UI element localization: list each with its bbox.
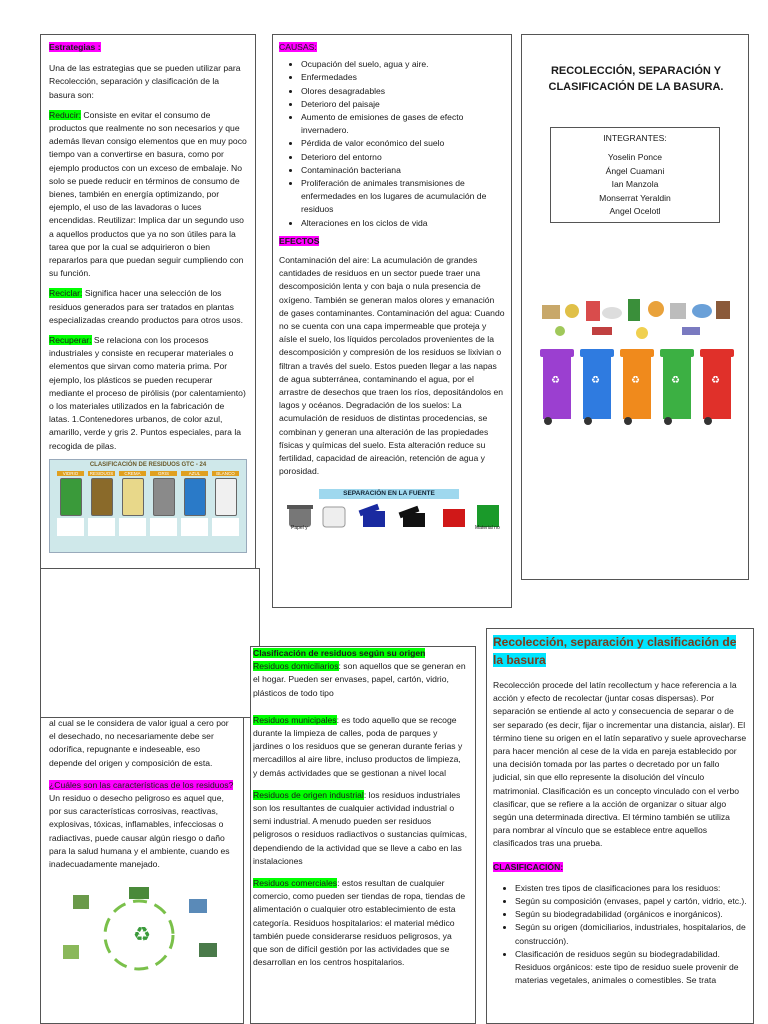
infographic-bin-label: GRIS <box>150 471 177 476</box>
definiciones-body: Recolección procede del latín recollectum y hace referencia a la acción y efecto de recolectar (juntar cosas dispersas). Por separación se entiende al acto y consecuencia de separar o de ser separado (es decir, fijar o incrementar una distancia, aislar). El término tiene su origen en el latín separativo y suele aprovecharse para hacer mención al cese de la vida en pareja establecido por una decisión tomada por las partes o decretado por un fallo judicial, sin que ello represente la disolución del vínculo matrimonial. Clasificación es un concepto vinculado con el verbo clasificar, que se refiere a la acción de organizar o situar algo según una determinada directiva. El término también se utiliza para nombrar al vínculo que se establece entre aquellos clasificados tras una prueba. <box>493 680 747 849</box>
integrante-name: Ian Manzola <box>611 179 659 190</box>
panel-definiciones <box>486 628 754 1024</box>
infographic-bin-body <box>91 478 113 516</box>
integrante-name: Yoselin Ponce <box>607 152 663 163</box>
industrial-label: Residuos de origen industrial <box>253 789 364 800</box>
infographic-bin <box>150 471 177 536</box>
cover-bin-wheel <box>664 417 672 425</box>
municipales-text: : es todo aquello que se recoge durante la limpieza de calles, poda de parques y jardines o los residuos que se generan durante ferias y mercadillos al aire libre, incluso productos de limpieza, y demás actividades que se gestionan a nivel local <box>253 714 463 778</box>
separacion-title: SEPARACIÓN EN LA FUENTE <box>319 489 459 499</box>
municipales-label: Residuos municipales <box>253 714 337 725</box>
reciclar-label: Reciclar: <box>49 288 83 299</box>
clasificacion-item: • Según su composición (envases, papel y cartón, vidrio, etc.). <box>515 895 747 908</box>
cover-bin-lid <box>580 349 614 357</box>
cover-bin-wheel <box>584 417 592 425</box>
infographic-bin-caption <box>150 518 177 536</box>
recycling-cycle-illustration <box>49 885 229 977</box>
infographic-bin-caption <box>212 518 239 536</box>
reducir-paragraph <box>49 109 247 281</box>
infographic-bins <box>50 471 246 536</box>
infographic-bin <box>181 471 208 536</box>
causa-item: • Deterioro del entorno <box>301 151 505 164</box>
cover-bin <box>660 349 694 425</box>
causa-item: • Enfermedades <box>301 71 505 84</box>
definiciones-title <box>493 633 747 669</box>
causa-item: • Pérdida de valor económico del suelo <box>301 137 505 150</box>
definicion-text: al cual se le considera de valor igual a cero por el desechado, no necesariamente debe ser odorífica, repugnante e indeseable, eso depende del origen y composición de esta. <box>49 718 229 768</box>
efectos-heading: EFECTOS <box>279 235 320 246</box>
caracteristicas-question: ¿Cuáles son las características de los residuos? <box>49 779 234 790</box>
cover-bin-body <box>703 357 731 419</box>
origen-heading: Clasificación de residuos según su origen <box>253 648 426 658</box>
clasificacion-item: • Clasificación de residuos según su biodegradabilidad. Residuos orgánicos: este tipo de residuo suele provenir de materias vegetales, animales o comestibles. Se trata <box>515 948 747 988</box>
infographic-bin <box>88 471 115 536</box>
cover-bin <box>580 349 614 425</box>
infographic-bin-body <box>153 478 175 516</box>
reducir-label: Reducir: <box>49 109 81 120</box>
infographic-bin-body <box>184 478 206 516</box>
estrategias-intro: Una de las estrategias que se pueden utilizar para Recolección, separación y clasificación de la basura son: <box>49 63 241 100</box>
causa-item: • Aumento de emisiones de gases de efecto invernadero. <box>301 111 505 137</box>
svg-text:♻: ♻ <box>133 922 151 947</box>
infographic-bin-caption <box>88 518 115 536</box>
caracteristicas-text: Un residuo o desecho peligroso es aquel que, por sus características corrosivas, reactivas, explosivas, tóxicas, inflamables, infecciosas o radiactivas, puede causar algún riesgo o daño para la salud humana y el ambiente, cuando es inadecuadamente manejado. <box>49 793 230 870</box>
reducir-text: Consiste en evitar el consumo de productos que realmente no son necesarios y que además llevan consigo elementos que en muy poco tiempo van a convertirse en basura, como por ejemplo productos con un exceso de embalaje. No solo se puede reducir en términos de consumo de bienes, también en energía optimizando, por ejemplo, el uso de las lavadoras o luces encendidas. Reutilizar: Implica dar un segundo uso a aquellos productos que ya no son útiles para la tarea que por la cual se adquirieron o bien repararlos para que puedan seguir cumpliendo con su función. <box>49 109 247 279</box>
integrante-name: Monserrat Yeraldin <box>599 192 671 203</box>
bin-caption-left: Papel y <box>291 524 308 531</box>
cover-bin <box>620 349 654 425</box>
causa-item: • Olores desagradables <box>301 85 505 98</box>
panel-clasificacion-origen <box>250 646 476 1024</box>
cover-bin-lid <box>660 349 694 357</box>
comerciales-label: Residuos comerciales <box>253 878 338 889</box>
efectos-text: Contaminación del aire: La acumulación de grandes cantidades de residuos en un sector puede traer una descomposición lenta y con baja o nula presencia de oxígeno. También se generan malos olores y emanación de gases contaminantes. Contaminación del agua: Cuando no se cuenta con una capa impermeable que proteja y aísle el suelo, los líquidos percolados provenientes de la descomposición y compresión de los residuos se lixivian o filtran a través del suelo. Estos pueden llegar a las napas de agua subterránea, contaminando el agua, por el arrastre de desechos que traen los ríos, depositándolos en lagos y océanos. Degradación de los suelos: La acumulación de residuos de distintas procedencias, se combinan y generan una alteración de las propiedades físicas y químicas del suelo. Esta alteración reduce su fertilidad, capacidad de aireación, retención de agua y porosidad. <box>279 255 505 477</box>
domiciliarios-paragraph <box>253 660 467 700</box>
cover-bin-body <box>623 357 651 419</box>
causa-item: • Contaminación bacteriana <box>301 164 505 177</box>
cover-bin-lid <box>620 349 654 357</box>
infographic-bin-caption <box>119 518 146 536</box>
domiciliarios-text: : son aquellos que se generan en el hogar. Pueden ser envases, papel, cartón, vidrio, plásticos de todo tipo <box>253 661 466 698</box>
recycle-icon: ♻ <box>591 375 600 386</box>
clasificacion-infographic <box>49 459 247 553</box>
cover-bin-lid <box>540 349 574 357</box>
reciclar-paragraph <box>49 287 247 327</box>
estrategias-heading: Estrategias : <box>49 42 101 52</box>
infographic-bin <box>119 471 146 536</box>
cover-bin <box>540 349 574 425</box>
infographic-title: CLASIFICACIÓN DE RESIDUOS GTC - 24 <box>89 461 207 468</box>
recycle-icon: ♻ <box>671 375 680 386</box>
causas-heading: CAUSAS: <box>279 42 317 52</box>
integrante-name: Ángel Cuamani <box>605 165 665 176</box>
caracteristicas-paragraph <box>49 779 235 871</box>
infographic-bin-body <box>215 478 237 516</box>
infographic-bin-body <box>60 478 82 516</box>
reciclar-text: Significa hacer una selección de los residuos generados para ser tratados en plantas especializadas creando productos para otros usos. <box>49 288 243 325</box>
panel-causas-efectos <box>272 34 512 608</box>
recycle-icon: ♻ <box>551 375 560 386</box>
panel-portada <box>521 34 749 580</box>
infographic-bin-body <box>122 478 144 516</box>
integrante-name: Angel Ocelotl <box>609 206 661 217</box>
cover-bin-wheel <box>544 417 552 425</box>
infographic-bin-caption <box>57 518 84 536</box>
bin-caption-right: Material no <box>475 524 500 531</box>
cover-bin-body <box>663 357 691 419</box>
clasificacion-item: • Según su origen (domiciliarios, industriales, hospitalarios, de construcción). <box>515 921 747 947</box>
clasificacion-item: • Según su biodegradabilidad (orgánicos e inorgánicos). <box>515 908 747 921</box>
cover-bin-body <box>543 357 571 419</box>
comerciales-paragraph <box>253 877 467 969</box>
comerciales-text: : estos resultan de cualquier comercio, como pueden ser tiendas de ropa, tiendas de alimentación o cualquier otro establecimiento de esta categoría. Residuos hospitalarios: el material médico también puede considerarse residuos peligrosos, ya que son de difícil gestión por las actividades que se desarrollan en los centros hospitalarios. <box>253 878 466 968</box>
clasificacion-item: • Existen tres tipos de clasificaciones para los residuos: <box>515 882 747 895</box>
causa-item: • Alteraciones en los ciclos de vida <box>301 217 505 230</box>
clasificacion-heading: CLASIFICACIÓN: <box>493 861 564 872</box>
integrantes-heading: INTEGRANTES: <box>603 133 667 143</box>
cover-bin-wheel <box>624 417 632 425</box>
separacion-fuente-banner <box>279 489 505 533</box>
clasificacion-list <box>493 882 747 988</box>
cover-bin-body <box>583 357 611 419</box>
overlay-blank-box <box>40 568 260 718</box>
cover-bin-lid <box>700 349 734 357</box>
infographic-bin-label: RESIDUOS <box>89 470 114 476</box>
infographic-bin-label: AZUL <box>181 471 208 476</box>
causas-list <box>279 58 505 230</box>
integrantes-list <box>551 151 719 218</box>
infographic-bin <box>57 471 84 536</box>
cover-title: RECOLECCIÓN, SEPARACIÓN Y CLASIFICACIÓN DE LA BASURA. <box>548 65 724 93</box>
municipales-paragraph <box>253 714 467 780</box>
cover-bin <box>700 349 734 425</box>
infographic-bin-label: CREMA <box>119 471 146 476</box>
infographic-bin-label: VIDRIO <box>57 471 84 476</box>
integrantes-box <box>550 127 720 223</box>
definiciones-title-text: Recolección, separación y clasificación de la basura <box>493 635 737 667</box>
recycle-icon: ♻ <box>711 375 720 386</box>
recuperar-text: Se relaciona con los procesos industriales y consiste en recuperar materiales o elementos que sirvan como materia prima. Por ejemplo, los plásticos se pueden recuperar mediante el proceso de pirólisis (por calentamiento) o los materiales utilizados en la fabricación de latas. 1.Contenedores urbanos, de color azul, amarillo, verde y gris 2. Puntos especiales, para la recogida de pilas. <box>49 335 246 451</box>
recuperar-paragraph <box>49 334 247 453</box>
causa-item: • Deterioro del paisaje <box>301 98 505 111</box>
recuperar-label: Recuperar: <box>49 335 92 346</box>
industrial-text: : los residuos industriales son los resultantes de cualquier actividad industrial o semi industrial. A menudo pueden ser residuos peligrosos o residuos radiactivos o sustancias químicas, dependiendo de la actividad que se lleve a cabo en las instalaciones <box>253 789 467 866</box>
industrial-paragraph <box>253 789 467 868</box>
infographic-bin-caption <box>181 518 208 536</box>
infographic-bin-label: BLANCO <box>212 471 239 476</box>
cover-bin-wheel <box>704 417 712 425</box>
causa-item: • Ocupación del suelo, agua y aire. <box>301 58 505 71</box>
separacion-bins-graphic <box>279 499 507 531</box>
waste-items <box>542 299 730 339</box>
infographic-bin <box>212 471 239 536</box>
recycle-icon: ♻ <box>631 375 640 386</box>
causa-item: • Proliferación de animales transmisiones de enfermedades en los lugares de acumulación de residuos <box>301 177 505 217</box>
domiciliarios-label: Residuos domiciliarios <box>253 661 339 672</box>
cover-bins-illustration <box>532 291 742 433</box>
panel-estrategias <box>40 34 256 580</box>
